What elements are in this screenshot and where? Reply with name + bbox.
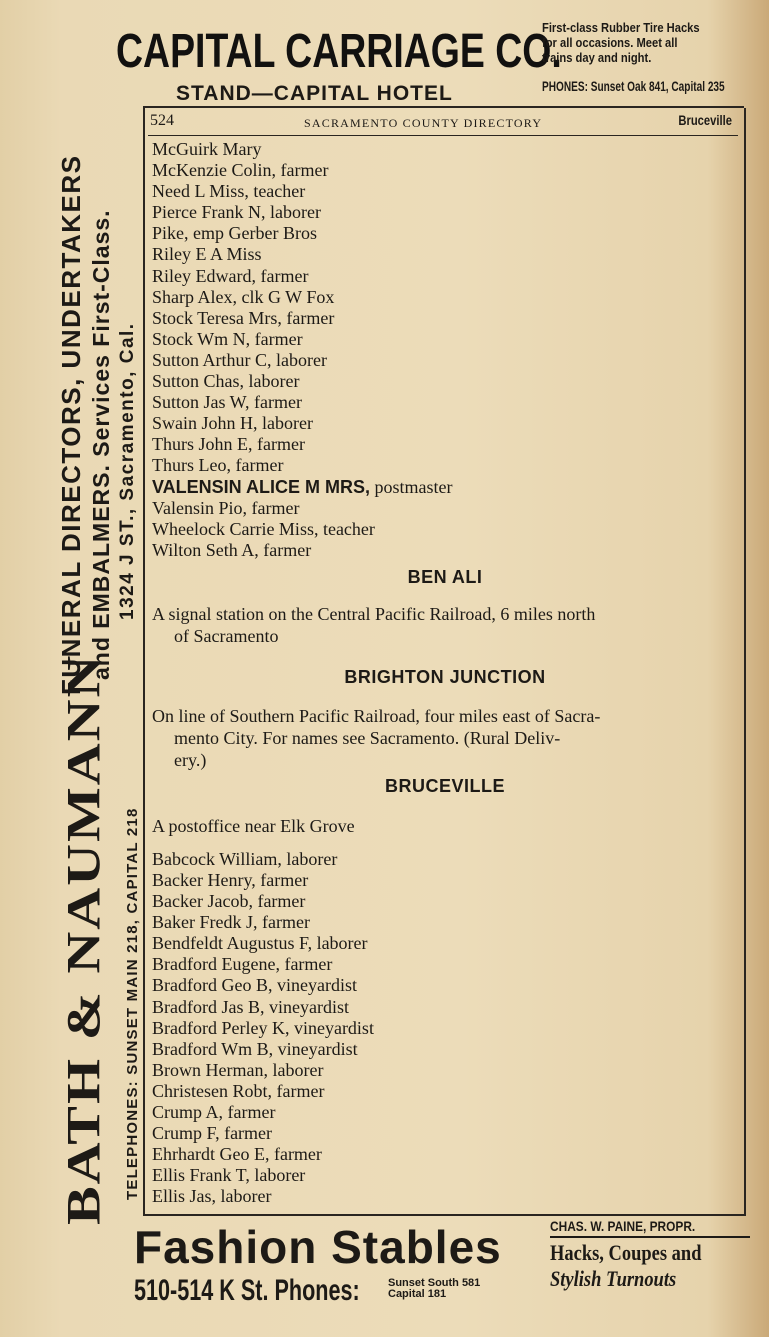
list-item: Stock Wm N, farmer (152, 328, 303, 349)
fashion-stables-address: 510-514 K St. Phones: (134, 1274, 360, 1307)
bottom-advertisement (130, 1218, 760, 1328)
postmaster-entry (152, 477, 738, 498)
ben-ali-heading: BEN ALI (407, 566, 483, 587)
top-advertisement (110, 18, 760, 108)
carriage-ad-line: trains day and night. (542, 50, 652, 65)
list-item: Sutton Chas, laborer (152, 371, 300, 392)
list-item: Babcock William, laborer (152, 848, 338, 869)
list-item: Bradford Wm B, vineyardist (152, 1038, 358, 1059)
list-item: Riley Edward, farmer (152, 265, 309, 286)
list-item: Backer Henry, farmer (152, 869, 309, 890)
list-item: Bendfeldt Augustus F, laborer (152, 933, 368, 954)
proprietor-name: CHAS. W. PAINE, PROPR. (550, 1218, 696, 1234)
list-item: Christesen Robt, farmer (152, 1080, 325, 1101)
fashion-stables-details (550, 1218, 760, 1292)
side-ad-firm-name: BATH & NAUMANN (56, 653, 111, 1225)
fashion-stables-title: Fashion Stables (134, 1221, 502, 1273)
carriage-phones: PHONES: Sunset Oak 841, Capital 235 (542, 78, 725, 94)
carriage-ad-line: for all occasions. Meet all (542, 35, 678, 50)
list-item: McGuirk Mary (152, 139, 262, 159)
side-ad-address: 1324 J ST., Sacramento, Cal. (117, 322, 138, 620)
brighton-junction-heading: BRIGHTON JUNCTION (344, 666, 546, 687)
list-item: Pike, emp Gerber Bros (152, 223, 317, 244)
list-item: Brown Herman, laborer (152, 1059, 324, 1080)
carriage-ad-details (542, 20, 752, 65)
list-item: Baker Fredk J, farmer (152, 912, 310, 933)
directory-title: SACRAMENTO COUNTY DIRECTORY (304, 116, 543, 130)
bruceville-description: A postoffice near Elk Grove (152, 815, 355, 836)
carriage-ad-line: First-class Rubber Tire Hacks (542, 20, 700, 35)
list-item: Sutton Arthur C, laborer (152, 349, 327, 370)
page-header (150, 112, 736, 134)
brighton-desc-line: mento City. For names see Sacramento. (Rural Deliv- (174, 727, 561, 748)
list-item: Wheelock Carrie Miss, teacher (152, 518, 375, 539)
list-item: Pierce Frank N, laborer (152, 202, 321, 223)
list-item: Ellis Frank T, laborer (152, 1165, 306, 1186)
bruceville-heading: BRUCEVILLE (384, 775, 505, 796)
stylish-turnouts-line: Stylish Turnouts (550, 1266, 677, 1291)
fashion-stables-phones (388, 1278, 480, 1300)
ben-ali-desc-line: A signal station on the Central Pacific Railroad, 6 miles north (152, 603, 596, 624)
list-item: Bradford Eugene, farmer (152, 954, 333, 975)
hacks-coupes-line: Hacks, Coupes and (550, 1240, 702, 1265)
ben-ali-description (152, 603, 738, 647)
brighton-junction-description (152, 705, 738, 771)
list-item: Bradford Perley K, vineyardist (152, 1017, 374, 1038)
running-head: Bruceville (678, 112, 732, 128)
side-ad-funeral-directors: FUNERAL DIRECTORS, UNDERTAKERS (56, 154, 86, 695)
list-item: Stock Teresa Mrs, farmer (152, 307, 335, 328)
list-item: Crump F, farmer (152, 1123, 273, 1144)
list-item: Thurs Leo, farmer (152, 455, 284, 476)
list-item: Sutton Jas W, farmer (152, 392, 302, 413)
list-item: Thurs John E, farmer (152, 434, 305, 455)
ben-ali-desc-line: of Sacramento (174, 625, 279, 646)
list-item: Bradford Jas B, vineyardist (152, 996, 349, 1017)
page-number: 524 (150, 112, 174, 129)
list-item: Ellis Jas, laborer (152, 1186, 272, 1207)
brighton-desc-line: ery.) (174, 749, 207, 770)
phone-line: Sunset South 581 (388, 1277, 481, 1289)
list-item: Swain John H, laborer (152, 413, 313, 434)
brighton-desc-line: On line of Southern Pacific Railroad, four miles east of Sacra- (152, 705, 601, 726)
postmaster-occupation: postmaster (370, 476, 453, 497)
list-item: Wilton Seth A, farmer (152, 539, 312, 560)
phone-line: Capital 181 (388, 1288, 447, 1300)
list-item: McKenzie Colin, farmer (152, 160, 329, 181)
list-item: Backer Jacob, farmer (152, 891, 306, 912)
list-item: Sharp Alex, clk G W Fox (152, 286, 335, 307)
stand-capital-hotel: STAND—CAPITAL HOTEL (176, 82, 453, 105)
list-item: Need L Miss, teacher (152, 181, 306, 202)
list-item: Riley E A Miss (152, 244, 262, 265)
list-item: Valensin Pio, farmer (152, 497, 300, 518)
list-item: Bradford Geo B, vineyardist (152, 975, 357, 996)
side-ad-embalmers: and EMBALMERS. Services First-Class. (88, 209, 114, 680)
postmaster-name: VALENSIN ALICE M MRS, (152, 476, 371, 497)
directory-body (152, 139, 738, 1207)
list-item: Crump A, farmer (152, 1102, 276, 1122)
bruceville-residents (152, 849, 738, 1208)
side-ad-telephones: TELEPHONES: SUNSET MAIN 218, CAPITAL 218 (124, 807, 141, 1200)
header-rule (148, 135, 738, 136)
proprietor-rule (550, 1236, 750, 1238)
capital-carriage-title: CAPITAL CARRIAGE CO. (116, 25, 562, 78)
list-item: Ehrhardt Geo E, farmer (152, 1144, 322, 1165)
